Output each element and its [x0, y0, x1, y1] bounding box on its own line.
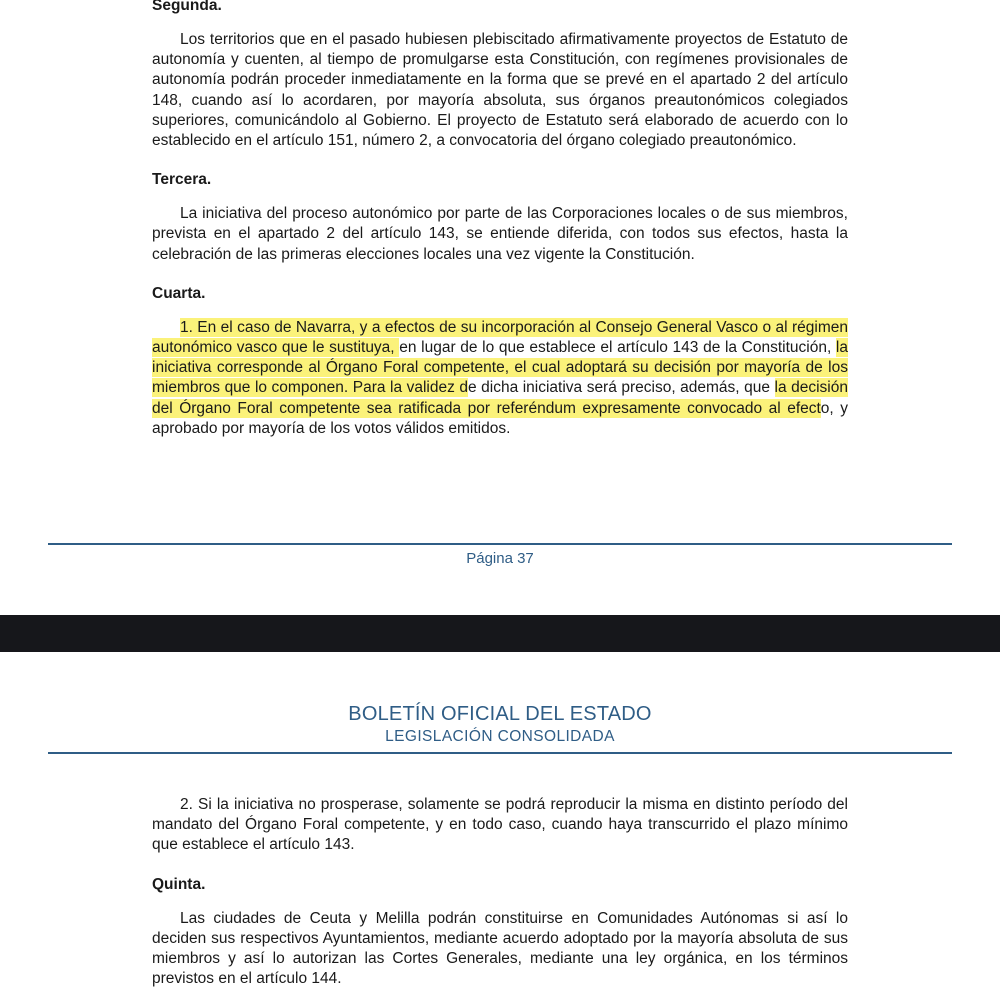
paragraph-cuarta-1 — [152, 318, 848, 439]
highlighted-text: la decisión del Órgano Foral competente sea ratificada por referéndum expresamente convocado al efect — [152, 379, 848, 417]
page-37-body — [152, 0, 848, 439]
highlighted-text: 1. En el caso de Navarra, y a efectos de su incorporación al Consejo General Vasco o al régimen autonómico vasco que le sustituya, — [152, 318, 848, 357]
boe-subtitle: LEGISLACIÓN CONSOLIDADA — [385, 728, 615, 745]
heading-segunda: Segunda. — [152, 0, 222, 14]
heading-cuarta: Cuarta. — [152, 284, 206, 302]
highlighted-text: la iniciativa corresponde al Órgano Foral competente, el cual adoptará su decisión por mayoría de los miembros que lo componen. Para la validez d — [152, 339, 848, 397]
plain-text: en lugar de lo que establece el artículo 143 de la Constitución, — [399, 339, 836, 357]
heading-tercera: Tercera. — [152, 171, 212, 189]
footer-divider — [48, 543, 952, 545]
heading-quinta: Quinta. — [152, 875, 206, 893]
page-number: Página 37 — [466, 550, 534, 567]
header-divider — [48, 752, 952, 754]
boe-title: BOLETÍN OFICIAL DEL ESTADO — [348, 703, 652, 725]
document-page-38 — [0, 652, 1000, 1000]
paragraph-segunda: Los territorios que en el pasado hubiesen plebiscitado afirmativamente proyectos de Estatuto de autonomía y cuenten, al tiempo de promulgarse esta Constitución, con regímenes provisionales de autonomía podrán proceder inmediatamente en la forma que se prevé en el apartado 2 del artículo 148, cuando así lo acordaren, por mayoría absoluta, sus órganos preautonómicos colegiados superiores, comunicándolo al Gobierno. El proyecto de Estatuto será elaborado de acuerdo con lo establecido en el artículo 151, número 2, a convocatoria del órgano colegiado preautonómico. — [152, 31, 848, 150]
page-separator — [0, 615, 1000, 652]
plain-text: e dicha iniciativa será preciso, además, que — [468, 379, 775, 397]
paragraph-cuarta-2: 2. Si la iniciativa no prosperase, solamente se podrá reproducir la misma en distinto período del mandato del Órgano Foral competente, y en todo caso, cuando haya transcurrido el plazo mínimo que establece el artículo 143. — [152, 796, 848, 854]
paragraph-tercera: La iniciativa del proceso autonómico por parte de las Corporaciones locales o de sus miembros, prevista en el apartado 2 del artículo 143, se entiende diferida, con todos sus efectos, hasta la celebración de las primeras elecciones locales una vez vigente la Constitución. — [152, 205, 848, 263]
paragraph-quinta: Las ciudades de Ceuta y Melilla podrán constituirse en Comunidades Autónomas si así lo deciden sus respectivos Ayuntamientos, mediante acuerdo adoptado por la mayoría absoluta de sus miembros y así lo autorizan las Cortes Generales, mediante una ley orgánica, en los términos previstos en el artículo 144. — [152, 909, 848, 988]
plain-text: o, y aprobado por mayoría de los votos válidos emitidos. — [152, 399, 848, 437]
page-38-body — [152, 795, 848, 989]
boe-header — [0, 702, 1000, 748]
